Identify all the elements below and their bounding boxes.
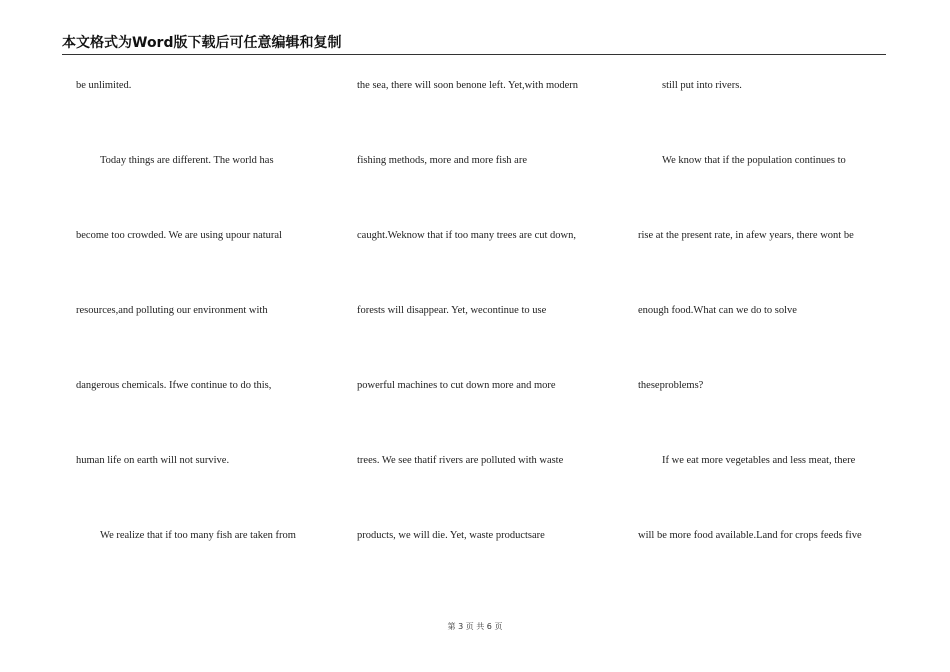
text-line: enough food.What can we do to solve xyxy=(638,305,797,316)
text-line: still put into rivers. xyxy=(662,80,742,91)
text-line: We know that if the population continues to xyxy=(662,155,846,166)
text-line: dangerous chemicals. Ifwe continue to do this, xyxy=(76,380,272,391)
text-column-3 xyxy=(638,0,888,600)
text-line: products, we will die. Yet, waste productsare xyxy=(357,530,545,541)
text-line: resources,and polluting our environment with xyxy=(76,305,268,316)
text-line: theseproblems? xyxy=(638,380,704,391)
text-line: human life on earth will not survive. xyxy=(76,455,230,466)
text-line: trees. We see thatif rivers are polluted with waste xyxy=(357,455,564,466)
text-line: be unlimited. xyxy=(76,80,132,91)
text-line: Today things are different. The world has xyxy=(100,155,274,166)
page-number-footer: 第 3 页 共 6 页 xyxy=(447,622,503,631)
text-line: will be more food available.Land for crops feeds five xyxy=(638,530,862,541)
text-line: powerful machines to cut down more and more xyxy=(357,380,556,391)
text-line: rise at the present rate, in afew years, there wont be xyxy=(638,230,854,241)
text-column-2 xyxy=(357,0,612,600)
text-line: become too crowded. We are using upour natural xyxy=(76,230,282,241)
text-line: the sea, there will soon benone left. Yet,with modern xyxy=(357,80,579,91)
text-line: caught.Weknow that if too many trees are cut down, xyxy=(357,230,577,241)
text-line: fishing methods, more and more fish are xyxy=(357,155,527,166)
header-title: 本文格式为Word版下载后可任意编辑和复制 xyxy=(62,35,342,51)
text-line: We realize that if too many fish are taken from xyxy=(100,530,296,541)
text-line: forests will disappear. Yet, wecontinue to use xyxy=(357,305,547,316)
text-column-1 xyxy=(76,0,326,600)
text-line: If we eat more vegetables and less meat, there xyxy=(662,455,856,466)
